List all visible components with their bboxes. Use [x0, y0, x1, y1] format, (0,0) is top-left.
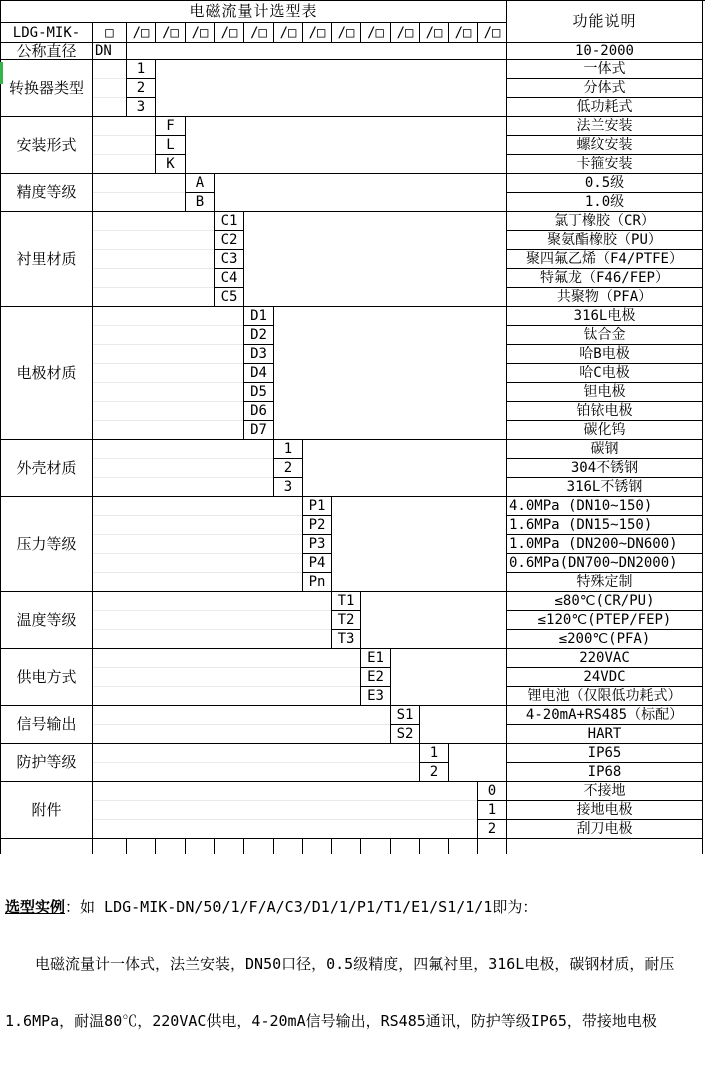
- option-code: D6: [244, 402, 274, 421]
- option-code: S1: [391, 706, 420, 725]
- empty-cell: [303, 839, 332, 854]
- option-code: C5: [215, 288, 244, 307]
- option-description: 哈C电极: [507, 364, 703, 383]
- option-code: L: [156, 136, 186, 155]
- option-description: 1.6MPa (DN15~150): [507, 516, 703, 535]
- filler-cell: [391, 649, 507, 706]
- option-code: S2: [391, 725, 420, 744]
- option-description: 分体式: [507, 79, 703, 98]
- option-description: 碳钢: [507, 440, 703, 459]
- option-code: 0: [478, 782, 507, 801]
- filler-cell: [93, 592, 332, 649]
- option-code: C1: [215, 212, 244, 231]
- option-description: 0.6MPa(DN700~DN2000): [507, 554, 703, 573]
- option-code: 2: [478, 820, 507, 839]
- option-description: 特殊定制: [507, 573, 703, 592]
- empty-cell: [186, 839, 215, 854]
- empty-cell: [244, 839, 274, 854]
- model-code-box: /□: [274, 23, 303, 43]
- filler-cell: [186, 117, 507, 174]
- category-label: 转换器类型: [1, 60, 93, 117]
- empty-cell: [332, 839, 361, 854]
- option-description: 碳化钨: [507, 421, 703, 440]
- function-column-header: 功能说明: [507, 1, 703, 43]
- option-description: 聚氨酯橡胶（PU）: [507, 231, 703, 250]
- model-code-box: /□: [420, 23, 449, 43]
- option-code: D3: [244, 345, 274, 364]
- option-code: D1: [244, 307, 274, 326]
- filler-cell: [127, 43, 507, 60]
- option-code: D7: [244, 421, 274, 440]
- model-code-box: /□: [391, 23, 420, 43]
- filler-cell: [93, 706, 391, 744]
- category-label: 供电方式: [1, 649, 93, 706]
- model-code-box: /□: [449, 23, 478, 43]
- option-description: 共聚物（PFA）: [507, 288, 703, 307]
- option-description: 24VDC: [507, 668, 703, 687]
- option-description: 0.5级: [507, 174, 703, 193]
- model-code-box: /□: [303, 23, 332, 43]
- empty-cell: [127, 839, 156, 854]
- option-description: IP68: [507, 763, 703, 782]
- filler-cell: [361, 592, 507, 649]
- option-description: 220VAC: [507, 649, 703, 668]
- model-prefix: LDG-MIK-: [1, 23, 93, 43]
- filler-cell: [93, 497, 303, 592]
- option-code: P2: [303, 516, 332, 535]
- option-description: 4-20mA+RS485（标配）: [507, 706, 703, 725]
- option-description: 1.0级: [507, 193, 703, 212]
- filler-cell: [93, 174, 186, 212]
- option-code: T3: [332, 630, 361, 649]
- option-code: 3: [127, 98, 156, 117]
- option-description: 锂电池（仅限低功耗式）: [507, 687, 703, 706]
- category-label: 安装形式: [1, 117, 93, 174]
- option-code: 3: [274, 478, 303, 497]
- option-description: 钛合金: [507, 326, 703, 345]
- option-code: 2: [127, 79, 156, 98]
- option-code: T2: [332, 611, 361, 630]
- empty-cell: [93, 839, 127, 854]
- option-code: E2: [361, 668, 391, 687]
- option-description: 聚四氟乙烯（F4/PTFE）: [507, 250, 703, 269]
- option-description: 304不锈钢: [507, 459, 703, 478]
- model-code-box: /□: [215, 23, 244, 43]
- category-label: 公称直径: [1, 43, 93, 60]
- option-description: 法兰安装: [507, 117, 703, 136]
- option-description: 钽电极: [507, 383, 703, 402]
- option-code: 1: [420, 744, 449, 763]
- empty-cell: [478, 839, 507, 854]
- option-code: 1: [478, 801, 507, 820]
- option-code: 2: [274, 459, 303, 478]
- empty-cell: [215, 839, 244, 854]
- option-code: 1: [127, 60, 156, 79]
- option-code: Pn: [303, 573, 332, 592]
- option-description: ≤200℃(PFA): [507, 630, 703, 649]
- category-label: 压力等级: [1, 497, 93, 592]
- model-code-box: /□: [478, 23, 507, 43]
- option-description: HART: [507, 725, 703, 744]
- option-description: 特氟龙（F46/FEP）: [507, 269, 703, 288]
- option-description: 哈B电极: [507, 345, 703, 364]
- example-heading: 选型实例: [5, 898, 66, 916]
- category-label: 精度等级: [1, 174, 93, 212]
- option-code: F: [156, 117, 186, 136]
- filler-cell: [420, 706, 507, 744]
- filler-cell: [93, 440, 274, 497]
- empty-cell: [391, 839, 420, 854]
- example-line-1: [5, 898, 703, 917]
- option-description: IP65: [507, 744, 703, 763]
- model-code-box: /□: [361, 23, 391, 43]
- option-description: 铂铱电极: [507, 402, 703, 421]
- selection-example: [0, 854, 705, 1069]
- model-code-box: /□: [332, 23, 361, 43]
- option-code: D2: [244, 326, 274, 345]
- option-code: B: [186, 193, 215, 212]
- option-code: 2: [420, 763, 449, 782]
- filler-cell: [274, 307, 507, 440]
- example-line-3: 1.6MPa，耐温80℃，220VAC供电，4-20mA信号输出，RS485通讯，防护等级IP65，带接地电极: [5, 1012, 657, 1030]
- empty-cell: [1, 839, 93, 854]
- category-label: 外壳材质: [1, 440, 93, 497]
- option-description: ≤80℃(CR/PU): [507, 592, 703, 611]
- model-code-box: /□: [186, 23, 215, 43]
- option-code: D5: [244, 383, 274, 402]
- option-code: P4: [303, 554, 332, 573]
- filler-cell: [215, 174, 507, 212]
- option-description: 316L电极: [507, 307, 703, 326]
- option-code: A: [186, 174, 215, 193]
- option-code: C2: [215, 231, 244, 250]
- option-description: 10-2000: [507, 43, 703, 60]
- empty-cell: [361, 839, 391, 854]
- model-code-box: □: [93, 23, 127, 43]
- empty-cell: [274, 839, 303, 854]
- option-code: 1: [274, 440, 303, 459]
- example-model-string: ：如 LDG-MIK-DN/50/1/F/A/C3/D1/1/P1/T1/E1/S1/1/1即为：: [65, 898, 538, 916]
- category-label: 附件: [1, 782, 93, 839]
- category-label: 电极材质: [1, 307, 93, 440]
- filler-cell: [93, 744, 420, 782]
- category-label: 温度等级: [1, 592, 93, 649]
- model-code-box: /□: [127, 23, 156, 43]
- option-code: P1: [303, 497, 332, 516]
- empty-cell: [507, 839, 703, 854]
- example-line-2: 电磁流量计一体式，法兰安装，DN50口径，0.5级精度，四氟衬里，316L电极，碳钢材质，耐压: [5, 955, 675, 973]
- filler-cell: [449, 744, 507, 782]
- green-edge-marker: [0, 62, 3, 84]
- option-description: 4.0MPa (DN10~150): [507, 497, 703, 516]
- option-description: 螺纹安装: [507, 136, 703, 155]
- filler-cell: [93, 782, 478, 839]
- option-description: 低功耗式: [507, 98, 703, 117]
- option-code: DN: [93, 43, 127, 60]
- empty-cell: [449, 839, 478, 854]
- filler-cell: [303, 440, 507, 497]
- category-label: 防护等级: [1, 744, 93, 782]
- option-description: 一体式: [507, 60, 703, 79]
- option-description: 1.0MPa (DN200~DN600): [507, 535, 703, 554]
- option-description: 316L不锈钢: [507, 478, 703, 497]
- option-description: 氯丁橡胶（CR）: [507, 212, 703, 231]
- option-description: ≤120℃(PTEP/FEP): [507, 611, 703, 630]
- filler-cell: [332, 497, 507, 592]
- option-code: P3: [303, 535, 332, 554]
- empty-cell: [156, 839, 186, 854]
- filler-cell: [93, 307, 244, 440]
- option-code: C3: [215, 250, 244, 269]
- filler-cell: [156, 60, 507, 117]
- option-code: D4: [244, 364, 274, 383]
- option-code: C4: [215, 269, 244, 288]
- filler-cell: [244, 212, 507, 307]
- option-code: T1: [332, 592, 361, 611]
- filler-cell: [93, 649, 361, 706]
- model-code-box: /□: [244, 23, 274, 43]
- category-label: 信号输出: [1, 706, 93, 744]
- category-label: 衬里材质: [1, 212, 93, 307]
- filler-cell: [93, 60, 127, 117]
- option-description: 刮刀电极: [507, 820, 703, 839]
- option-code: E3: [361, 687, 391, 706]
- option-description: 接地电极: [507, 801, 703, 820]
- filler-cell: [93, 117, 156, 174]
- model-code-box: /□: [156, 23, 186, 43]
- option-description: 卡箍安装: [507, 155, 703, 174]
- table-title: 电磁流量计选型表: [1, 1, 507, 23]
- empty-cell: [420, 839, 449, 854]
- option-code: E1: [361, 649, 391, 668]
- filler-cell: [93, 212, 215, 307]
- option-description: 不接地: [507, 782, 703, 801]
- option-code: K: [156, 155, 186, 174]
